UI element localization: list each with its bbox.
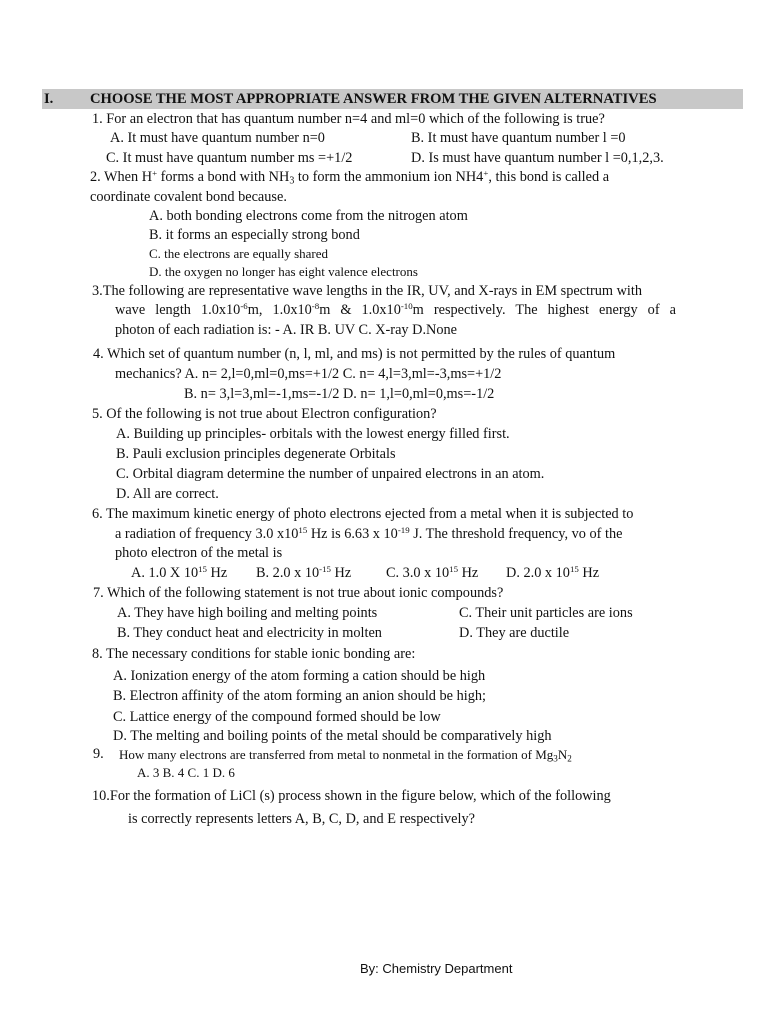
q6-option-a: A. 1.0 X $10^{15}$ Hz (131, 564, 228, 581)
q3-line2: wave length $1.0x10^{-6}m$, $1.0x10^{-8}m$ & $1.0x10^{-10}m$ respectively. The highest energy of a (115, 301, 676, 318)
q1-option-d: D. Is must have quantum number l =0,1,2,3. (411, 150, 664, 166)
q2-option-c: C. the electrons are equally shared (149, 246, 329, 261)
q6-option-b: B. 2.0 x $10^{-15}$ Hz (256, 564, 352, 581)
page-footer: By: Chemistry Department (360, 961, 513, 976)
q2-option-d: D. the oxygen no longer has eight valence electrons (149, 264, 418, 279)
q1-stem: 1. For an electron that has quantum number n=4 and ml=0 which of the following is true? (92, 111, 605, 127)
q5-option-a: A. Building up principles- orbitals with the lowest energy filled first. (116, 426, 510, 442)
section-numeral: I. (44, 91, 54, 107)
q6-line3: photo electron of the metal is (115, 545, 283, 561)
q2-option-b: B. it forms an especially strong bond (149, 227, 360, 243)
q6-option-d: D. 2.0 x $10^{15}$ Hz (506, 564, 600, 581)
q3-line3: photon of each radiation is: - A. IR B. UV C. X-ray D.None (115, 322, 458, 338)
q2-stem: 2. When H+ forms a bond with $NH_3$ to form the ammonium ion NH4+, this bond is called a (90, 168, 610, 187)
q5-option-d: D. All are correct. (116, 486, 219, 502)
q1-option-c: C. It must have quantum number ms =+1/2 (106, 150, 353, 166)
q4-line1: 4. Which set of quantum number (n, l, ml, and ms) is not permitted by the rules of quantum (93, 346, 616, 362)
q10-line1: 10.For the formation of LiCl (s) process shown in the figure below, which of the following (92, 788, 611, 804)
q6-option-c: C. 3.0 x $10^{15}$ Hz (386, 564, 479, 581)
q1-option-a: A. It must have quantum number n=0 (110, 130, 325, 146)
q5-option-c: C. Orbital diagram determine the number of unpaired electrons in an atom. (116, 466, 545, 482)
q9-stem: How many electrons are transferred from metal to nonmetal in the formation of $Mg_3N_2$ (119, 747, 572, 764)
q1-option-b: B. It must have quantum number l =0 (411, 130, 626, 146)
q8-stem: 8. The necessary conditions for stable ionic bonding are: (92, 646, 416, 662)
q5-option-b: B. Pauli exclusion principles degenerate Orbitals (116, 446, 396, 462)
q3-line1: 3.The following are representative wave lengths in the IR, UV, and X-rays in EM spectrum with (92, 283, 643, 299)
q7-option-b: B. They conduct heat and electricity in molten (117, 625, 382, 641)
q2-option-a: A. both bonding electrons come from the nitrogen atom (149, 208, 468, 224)
q7-option-d: D. They are ductile (459, 625, 570, 641)
q7-stem: 7. Which of the following statement is not true about ionic compounds? (93, 585, 504, 601)
q7-option-a: A. They have high boiling and melting points (117, 605, 378, 621)
q6-line2: a radiation of frequency 3.0 $x10^{15}$ Hz is 6.63 x $10^{-19}$ J. The threshold frequency, vo of the (115, 525, 623, 542)
section-title: CHOOSE THE MOST APPROPRIATE ANSWER FROM THE GIVEN ALTERNATIVES (90, 91, 657, 107)
q2-stem-line2: coordinate covalent bond because. (90, 189, 287, 205)
q8-option-a: A. Ionization energy of the atom forming a cation should be high (113, 668, 486, 684)
q8-option-c: C. Lattice energy of the compound formed should be low (113, 709, 441, 725)
q4-line2: mechanics? A. n= 2,l=0,ml=0,ms=+1/2 C. n= 4,l=3,ml=-3,ms=+1/2 (115, 366, 502, 382)
q10-line2: is correctly represents letters A, B, C, D, and E respectively? (128, 811, 475, 827)
q4-line3: B. n= 3,l=3,ml=-1,ms=-1/2 D. n= 1,l=0,ml=0,ms=-1/2 (184, 386, 495, 402)
q8-option-b: B. Electron affinity of the atom forming an anion should be high; (113, 688, 486, 704)
q6-line1: 6. The maximum kinetic energy of photo electrons ejected from a metal when it is subjected to (92, 506, 634, 522)
q8-option-d: D. The melting and boiling points of the metal should be comparatively high (113, 728, 552, 744)
q9-number: 9. (93, 746, 104, 762)
q7-option-c: C. Their unit particles are ions (459, 605, 633, 621)
q9-options: A. 3 B. 4 C. 1 D. 6 (137, 765, 235, 780)
q5-stem: 5. Of the following is not true about Electron configuration? (92, 406, 437, 422)
